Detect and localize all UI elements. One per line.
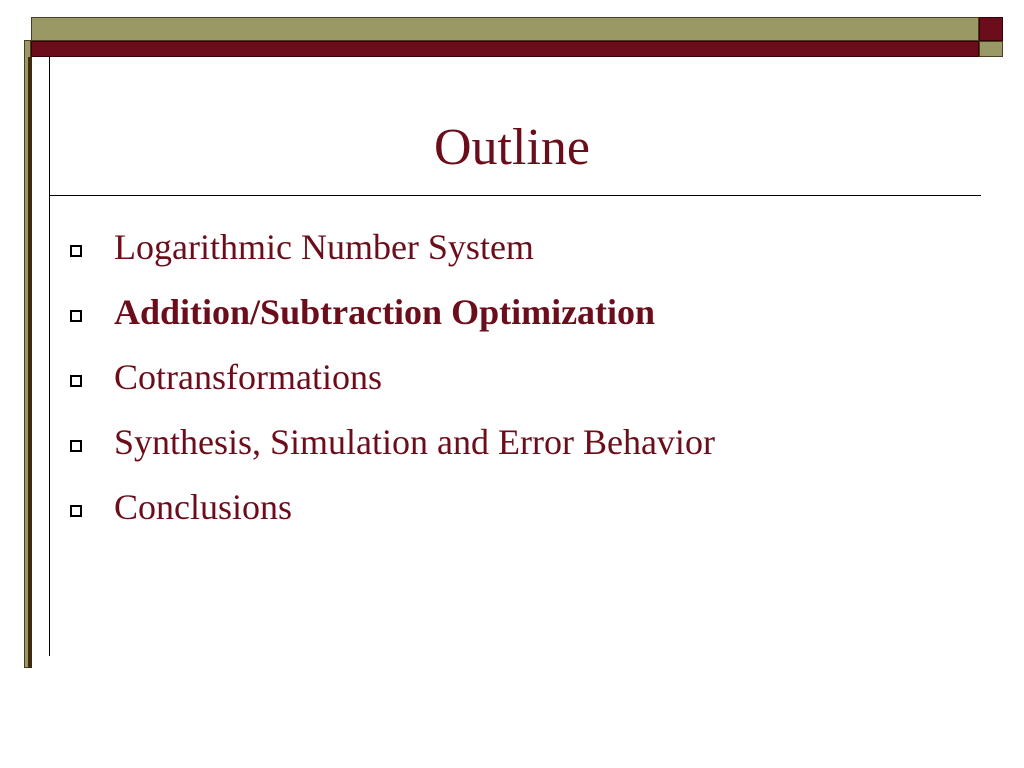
list-item — [66, 279, 966, 344]
corner-olive-square — [979, 41, 1003, 57]
corner-maroon-square — [979, 17, 1003, 41]
list-item-label: Addition/Subtraction Optimization — [114, 291, 656, 332]
hollow-square-bullet-icon — [70, 375, 82, 387]
list-item — [66, 344, 966, 409]
hollow-square-bullet-icon — [70, 310, 82, 322]
list-item-label: Conclusions — [114, 486, 293, 527]
header-maroon-bar — [31, 41, 979, 57]
hollow-square-bullet-icon — [70, 245, 82, 257]
slide-title: Outline — [434, 119, 590, 176]
title-divider — [49, 195, 981, 196]
header-olive-bar — [31, 17, 979, 41]
left-dark-bar — [28, 57, 32, 668]
hollow-square-bullet-icon — [70, 440, 82, 452]
list-item-label: Cotransformations — [114, 356, 382, 397]
outline-list — [66, 214, 966, 539]
list-item-label: Synthesis, Simulation and Error Behavior — [114, 421, 715, 462]
list-item — [66, 409, 966, 474]
list-item — [66, 474, 966, 539]
list-item — [66, 214, 966, 279]
list-item-label: Logarithmic Number System — [114, 226, 534, 267]
hollow-square-bullet-icon — [70, 505, 82, 517]
